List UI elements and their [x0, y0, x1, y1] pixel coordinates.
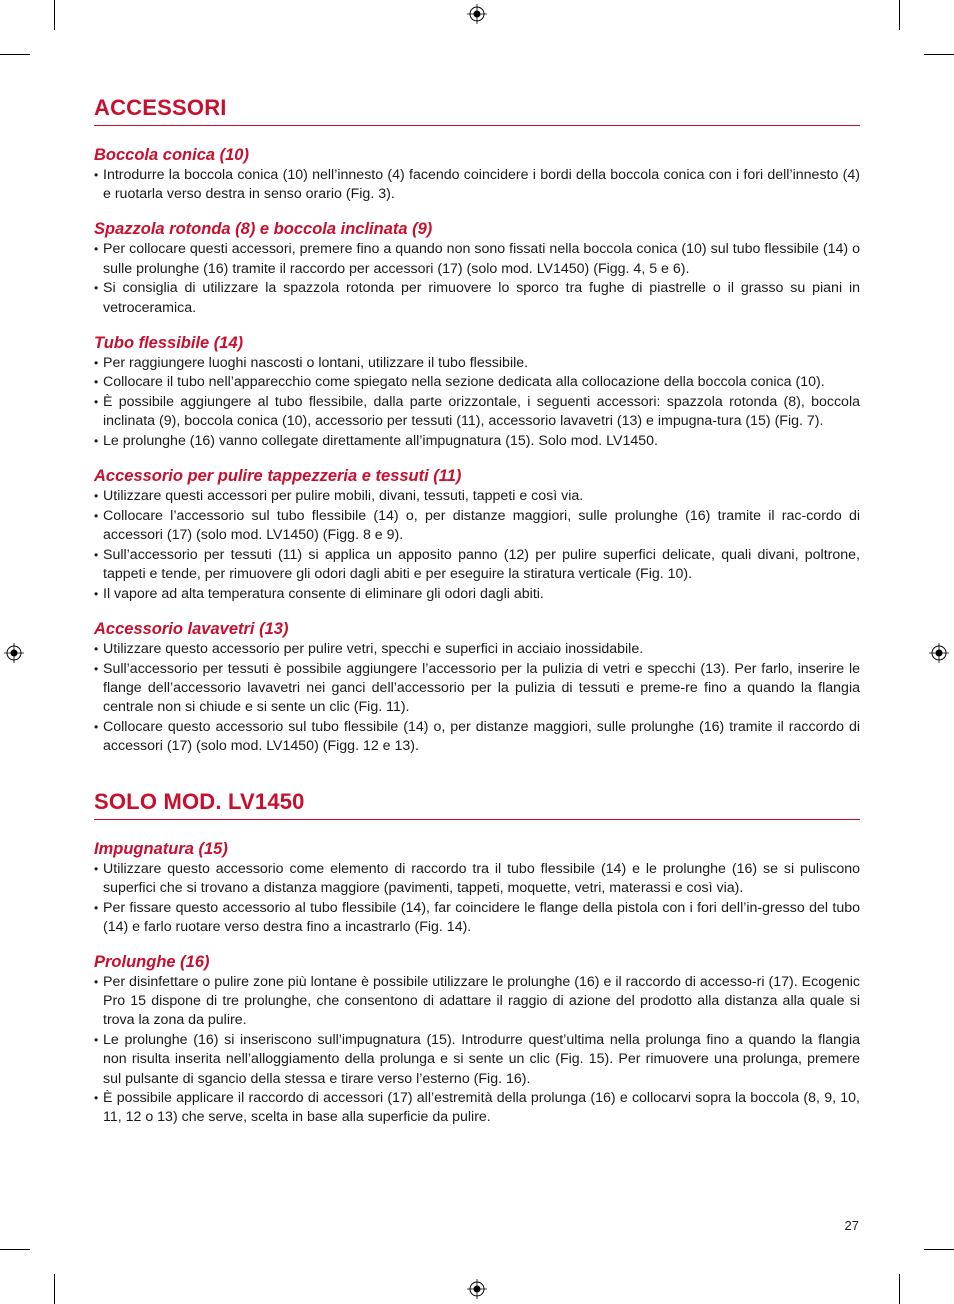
list-item: • È possibile aggiungere al tubo flessibile, dalla parte orizzontale, i seguenti accessori: spazzola rotonda (8), boccola inclinata (9), boccola conica (10), accessorio per tessuti (11), accessorio lavavetri (13) e impugna-tura (15) (Fig. 7).: [94, 393, 860, 431]
list-item: • È possibile applicare il raccordo di accessori (17) all’estremità della prolunga (16) e collocarvi sopra la boccola (8, 9, 10, 11, 12 o 13) che serve, scelta in base alla superficie da pulire.: [94, 1089, 860, 1127]
subsection-title-accessorio-lavavetri: Accessorio lavavetri (13): [94, 619, 289, 638]
subsection-title-impugnatura: Impugnatura (15): [94, 839, 228, 858]
bullet-list: [94, 354, 860, 452]
list-item: • Utilizzare questo accessorio per pulire vetri, specchi e superfici in acciaio inossidabile.: [94, 640, 860, 659]
bullet-list: [94, 640, 860, 756]
subsection-title-tubo-flessibile: Tubo flessibile (14): [94, 333, 244, 352]
bullet-list: [94, 166, 860, 204]
registration-mark-icon: [929, 643, 949, 663]
list-item: • Le prolunghe (16) vanno collegate direttamente all’impugnatura (15). Solo mod. LV1450.: [94, 432, 860, 451]
bullet-list: [94, 973, 860, 1128]
section-title-solo-mod: SOLO MOD. LV1450: [94, 787, 860, 820]
list-item: • Introdurre la boccola conica (10) nell’innesto (4) facendo coincidere i bordi della boccola conica con i fori dell’innesto (4) e ruotarla verso destra in senso orario (Fig. 3).: [94, 166, 860, 204]
list-item: • Utilizzare questo accessorio come elemento di raccordo tra il tubo flessibile (14) e le prolunghe (16) se si puliscono superfici che si trovano a distanza maggiore (pavimenti, tappeti, moquette, vetri, materassi e così via).: [94, 860, 860, 898]
crop-mark-bottom-left-h: [0, 1249, 30, 1250]
page-number: 27: [844, 1218, 859, 1233]
list-item: • Sull’accessorio per tessuti è possibile aggiungere l’accessorio per la pulizia di vetri e specchi (13). Per farlo, inserire le flange dell’accessorio lavavetri nei ganci dell’accessorio per la pulizia di tessuti e preme-re fino a quando la flangia centrale non si chiude e si sente un clic (Fig. 11).: [94, 660, 860, 718]
registration-mark-icon: [4, 643, 24, 663]
registration-mark-icon: [467, 1279, 487, 1299]
list-item: • Utilizzare questi accessori per pulire mobili, divani, tessuti, tappeti e così via.: [94, 487, 860, 506]
list-item: • Per raggiungere luoghi nascosti o lontani, utilizzare il tubo flessibile.: [94, 354, 860, 373]
list-item: • Per disinfettare o pulire zone più lontane è possibile utilizzare le prolunghe (16) e il raccordo di accesso-ri (17). Ecogenic Pro 15 dispone di tre prolunghe, che consentono di adattare il raggio di azione del prodotto alla distanza alla quale si trova la zona da pulire.: [94, 973, 860, 1031]
crop-mark-top-left-v: [54, 0, 55, 30]
list-item: • Per fissare questo accessorio al tubo flessibile (14), far coincidere le flange della pistola con i fori dell’in-gresso del tubo (14) e farlo ruotare verso destra fino a incastrarlo (Fig. 14).: [94, 899, 860, 937]
list-item: • Collocare questo accessorio sul tubo flessibile (14) o, per distanze maggiori, sulle prolunghe (16) tramite il raccordo di accessori (17) (solo mod. LV1450) (Figg. 12 e 13).: [94, 718, 860, 756]
section-spacer: [94, 757, 860, 787]
subsection-title-boccola-conica: Boccola conica (10): [94, 146, 249, 164]
crop-mark-top-left-h: [0, 54, 30, 55]
list-item: • Le prolunghe (16) si inseriscono sull’impugnatura (15). Introdurre quest’ultima nella prolunga fino a quando la flangia non risulta inserita nell’alloggiamento della prolunga e si sente un clic (Fig. 15). Per rimuovere una prolunga, premere sul pulsante di sgancio della stessa e tirare verso l’esterno (Fig. 16).: [94, 1031, 860, 1089]
section-title-accessori: ACCESSORI: [94, 93, 860, 126]
bullet-list: [94, 487, 860, 604]
registration-mark-icon: [467, 4, 487, 24]
subsection-title-prolunghe: Prolunghe (16): [94, 952, 210, 971]
crop-mark-bottom-right-v: [899, 1274, 900, 1304]
crop-mark-bottom-left-v: [54, 1274, 55, 1304]
crop-mark-top-right-h: [924, 54, 954, 55]
subsection-title-accessorio-tessuti: Accessorio per pulire tappezzeria e tessuti (11): [94, 467, 462, 486]
list-item: • Collocare l’accessorio sul tubo flessibile (14) o, per distanze maggiori, sulle prolunghe (16) tramite il rac-cordo di accessori (17) (solo mod. LV1450) (Figg. 8 e 9).: [94, 507, 860, 545]
crop-mark-top-right-v: [899, 0, 900, 30]
crop-mark-bottom-right-h: [924, 1249, 954, 1250]
page-content: [94, 93, 860, 1128]
list-item: • Collocare il tubo nell’apparecchio come spiegato nella sezione dedicata alla collocazione della boccola conica (10).: [94, 373, 860, 392]
bullet-list: [94, 860, 860, 937]
list-item: • Si consiglia di utilizzare la spazzola rotonda per rimuovere lo sporco tra fughe di piastrelle o il grasso su piani in vetroceramica.: [94, 279, 860, 317]
subsection-title-spazzola-rotonda: Spazzola rotonda (8) e boccola inclinata (9): [94, 220, 433, 239]
list-item: • Sull’accessorio per tessuti (11) si applica un apposito panno (12) per pulire superfici delicate, quali divani, poltrone, tappeti e tende, per rimuovere gli odori dagli abiti e per eseguire la stiratura verticale (Fig. 10).: [94, 546, 860, 584]
bullet-list: [94, 240, 860, 317]
list-item: • Il vapore ad alta temperatura consente di eliminare gli odori dagli abiti.: [94, 585, 860, 604]
list-item: • Per collocare questi accessori, premere fino a quando non sono fissati nella boccola conica (10) sul tubo flessibile (14) o sulle prolunghe (16) tramite il raccordo per accessori (17) (solo mod. LV1450) (Figg. 4, 5 e 6).: [94, 240, 860, 278]
